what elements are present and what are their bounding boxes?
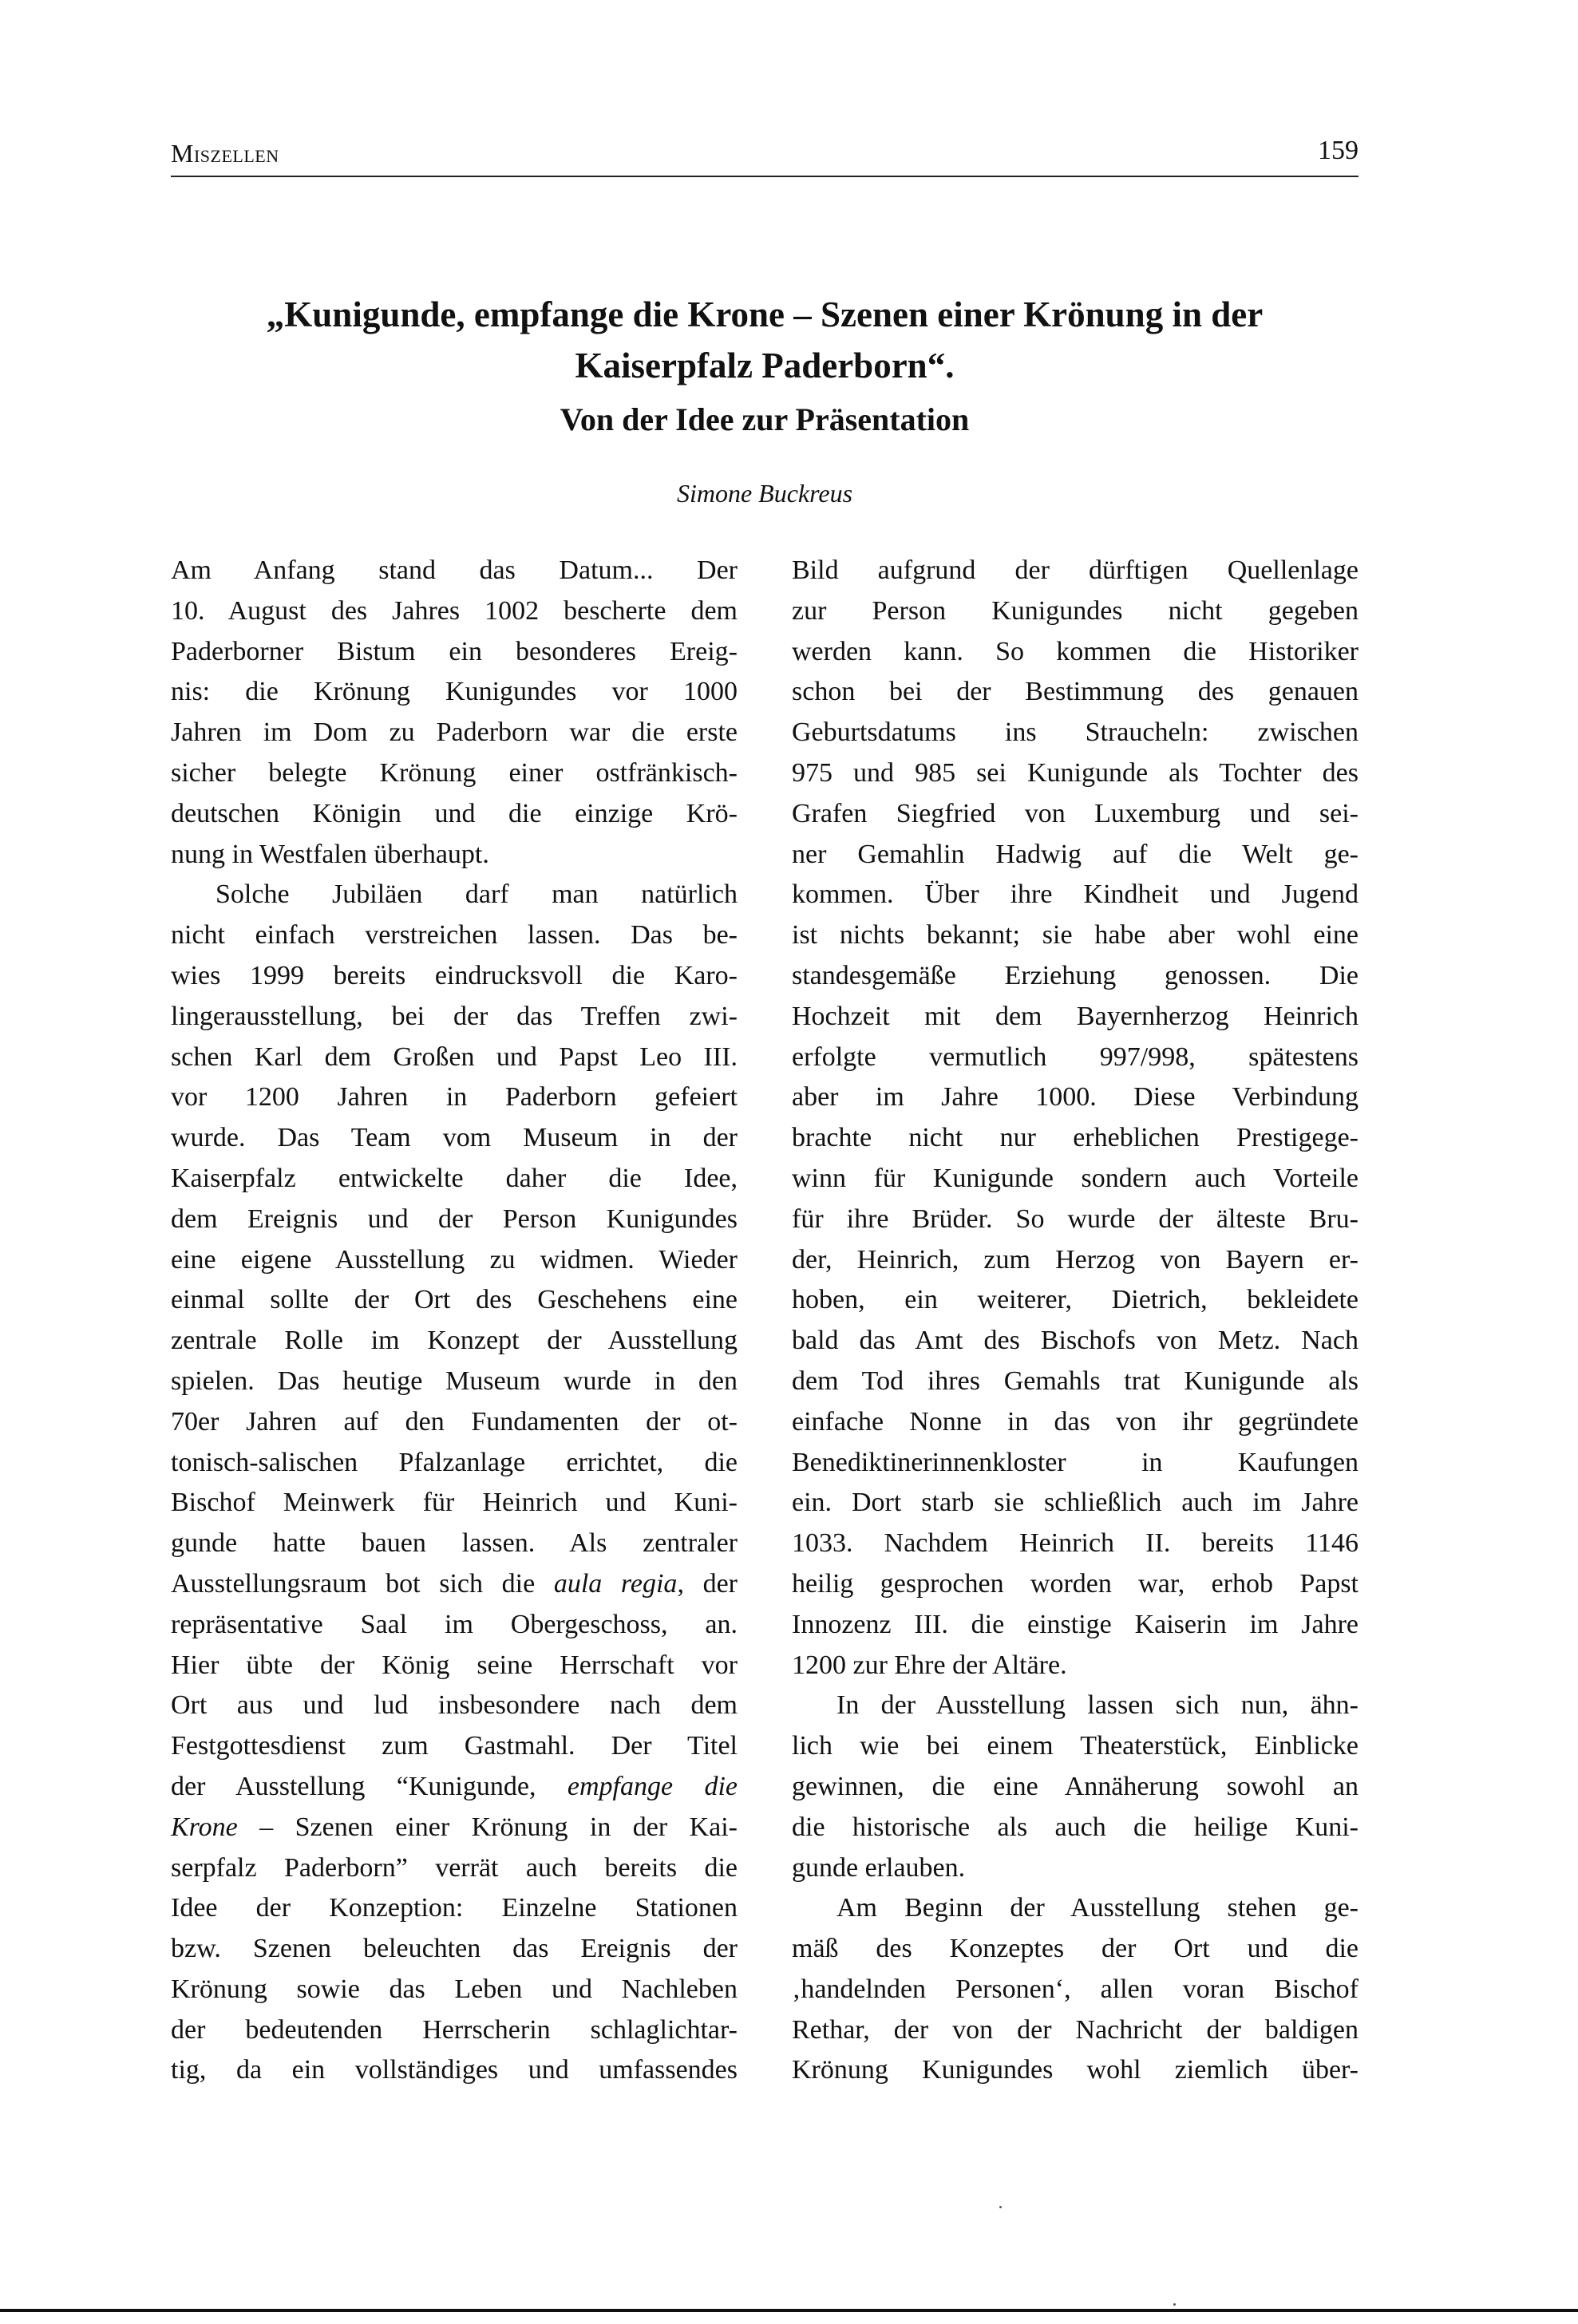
text-line: Am Anfang stand das Datum... Der — [171, 555, 738, 585]
scan-speck — [999, 2206, 1002, 2208]
text-line: zentrale Rolle im Konzept der Ausstellung — [171, 1326, 738, 1356]
text-line: schen Karl dem Großen und Papst Leo III. — [171, 1041, 738, 1072]
section-label: Miszellen — [171, 139, 279, 168]
text-line: einmal sollte der Ort des Geschehens eine — [171, 1285, 738, 1315]
text-line: deutschen Königin und die einzige Krö- — [171, 798, 738, 828]
text-line: Hier übte der König seine Herrschaft vor — [171, 1650, 738, 1680]
text-line: nung in Westfalen überhaupt. — [171, 839, 489, 869]
text-line: wurde. Das Team vom Museum in der — [171, 1123, 738, 1153]
text-line: lich wie bei einem Theaterstück, Einblicke — [792, 1731, 1359, 1761]
text-line: Krönung Kunigundes wohl ziemlich über- — [792, 2055, 1359, 2085]
text-line: In der Ausstellung lassen sich nun, ähn- — [836, 1690, 1359, 1721]
article-subtitle: Von der Idee zur Präsentation — [560, 401, 970, 437]
text-line: Grafen Siegfried von Luxemburg und sei- — [792, 798, 1359, 828]
text-line: wies 1999 bereits eindrucksvoll die Karo- — [171, 960, 738, 990]
text-line: repräsentative Saal im Obergeschoss, an. — [171, 1609, 738, 1639]
text-line: eine eigene Ausstellung zu widmen. Wieder — [171, 1244, 738, 1275]
scan-speck — [1173, 2303, 1176, 2306]
scan-edge-rule — [0, 2309, 1578, 2312]
text-line: Krone – Szenen einer Krönung in der Kai- — [171, 1812, 738, 1842]
text-line: Jahren im Dom zu Paderborn war die erste — [171, 717, 738, 748]
text-line: ner Gemahlin Hadwig auf die Welt ge- — [792, 839, 1359, 869]
article-title-line-2: Kaiserpfalz Paderborn“. — [575, 346, 955, 385]
text-line: gewinnen, die eine Annäherung sowohl an — [792, 1771, 1359, 1801]
text-line: heilig gesprochen worden war, erhob Papst — [792, 1568, 1359, 1599]
text-line: standesgemäße Erziehung genossen. Die — [792, 960, 1359, 990]
text-line: Innozenz III. die einstige Kaiserin im Jahre — [792, 1609, 1359, 1639]
article-title-line-1: „Kunigunde, empfange die Krone – Szenen einer Krönung in der — [266, 294, 1264, 334]
text-line: für ihre Brüder. So wurde der älteste Bru- — [792, 1204, 1359, 1234]
text-line: Kaiserpfalz entwickelte daher die Idee, — [171, 1163, 738, 1193]
text-line: ist nichts bekannt; sie habe aber wohl eine — [792, 920, 1359, 951]
page-number: 159 — [1318, 136, 1359, 165]
text-line: der bedeutenden Herrscherin schlaglichtar- — [171, 2014, 738, 2045]
text-line: ein. Dort starb sie schließlich auch im Jahre — [792, 1488, 1359, 1518]
text-line: 975 und 985 sei Kunigunde als Tochter des — [792, 757, 1359, 788]
text-line: Solche Jubiläen darf man natürlich — [216, 879, 738, 910]
text-line: bald das Amt des Bischofs von Metz. Nach — [792, 1326, 1359, 1356]
text-line: Krönung sowie das Leben und Nachleben — [171, 1974, 738, 2004]
text-line: 1033. Nachdem Heinrich II. bereits 1146 — [792, 1528, 1359, 1559]
text-line: dem Ereignis und der Person Kunigundes — [171, 1204, 738, 1234]
text-line: gunde hatte bauen lassen. Als zentraler — [171, 1528, 738, 1559]
text-line: die historische als auch die heilige Kuni- — [792, 1812, 1359, 1842]
text-line: einfache Nonne in das von ihr gegründete — [792, 1406, 1359, 1437]
text-line: kommen. Über ihre Kindheit und Jugend — [792, 879, 1359, 910]
text-line: dem Tod ihres Gemahls trat Kunigunde als — [792, 1366, 1359, 1396]
text-line: Ausstellungsraum bot sich die aula regia, der — [171, 1568, 738, 1599]
text-line: Benediktinerinnenkloster in Kaufungen — [792, 1447, 1359, 1477]
text-line: erfolgte vermutlich 997/998, spätestens — [792, 1041, 1359, 1072]
text-line: vor 1200 Jahren in Paderborn gefeiert — [171, 1082, 738, 1113]
text-line: der, Heinrich, zum Herzog von Bayern er- — [792, 1244, 1359, 1275]
text-line: Rethar, der von der Nachricht der baldigen — [792, 2014, 1359, 2045]
text-line: 10. August des Jahres 1002 bescherte dem — [171, 595, 738, 626]
text-line: lingerausstellung, bei der das Treffen zwi- — [171, 1001, 738, 1031]
text-line: Am Beginn der Ausstellung stehen ge- — [836, 1893, 1359, 1923]
text-line: winn für Kunigunde sondern auch Vorteile — [792, 1163, 1359, 1193]
text-line: Hochzeit mit dem Bayernherzog Heinrich — [792, 1001, 1359, 1031]
article-author: Simone Buckreus — [676, 479, 853, 508]
text-column-right — [792, 551, 1359, 2091]
text-line: bzw. Szenen beleuchten das Ereignis der — [171, 1934, 738, 1964]
running-head — [171, 128, 1359, 177]
text-line: tonisch-salischen Pfalzanlage errichtet, die — [171, 1447, 738, 1477]
text-line: zur Person Kunigundes nicht gegeben — [792, 595, 1359, 626]
text-line: Paderborner Bistum ein besonderes Ereig- — [171, 636, 738, 666]
article-heading — [171, 289, 1359, 509]
text-line: Festgottesdienst zum Gastmahl. Der Titel — [171, 1731, 738, 1761]
text-line: mäß des Konzeptes der Ort und die — [792, 1934, 1359, 1964]
text-line: Idee der Konzeption: Einzelne Stationen — [171, 1893, 738, 1923]
text-line: Ort aus und lud insbesondere nach dem — [171, 1690, 738, 1721]
text-line: Bild aufgrund der dürftigen Quellenlage — [792, 555, 1359, 585]
text-line: 1200 zur Ehre der Altäre. — [792, 1650, 1067, 1680]
text-line: schon bei der Bestimmung des genauen — [792, 677, 1359, 707]
text-line: serpfalz Paderborn” verrät auch bereits die — [171, 1852, 738, 1883]
text-line: tig, da ein vollständiges und umfassendes — [171, 2055, 738, 2085]
text-line: 70er Jahren auf den Fundamenten der ot- — [171, 1406, 738, 1437]
text-line: werden kann. So kommen die Historiker — [792, 636, 1359, 666]
text-line: sicher belegte Krönung einer ostfränkisch- — [171, 757, 738, 788]
text-line: gunde erlauben. — [792, 1852, 966, 1883]
text-line: nis: die Krönung Kunigundes vor 1000 — [171, 677, 738, 707]
text-line: Geburtsdatums ins Straucheln: zwischen — [792, 717, 1359, 748]
text-line: aber im Jahre 1000. Diese Verbindung — [792, 1082, 1359, 1113]
text-line: brachte nicht nur erheblichen Prestigege- — [792, 1123, 1359, 1153]
text-line: der Ausstellung “Kunigunde, empfange die — [171, 1771, 738, 1801]
text-line: Bischof Meinwerk für Heinrich und Kuni- — [171, 1488, 738, 1518]
text-line: spielen. Das heutige Museum wurde in den — [171, 1366, 738, 1396]
text-column-left — [171, 551, 738, 2091]
text-line: ‚handelnden Personen‘, allen voran Bischof — [792, 1974, 1359, 2004]
text-line: nicht einfach verstreichen lassen. Das be- — [171, 920, 738, 951]
text-line: hoben, ein weiterer, Dietrich, bekleidete — [792, 1285, 1359, 1315]
